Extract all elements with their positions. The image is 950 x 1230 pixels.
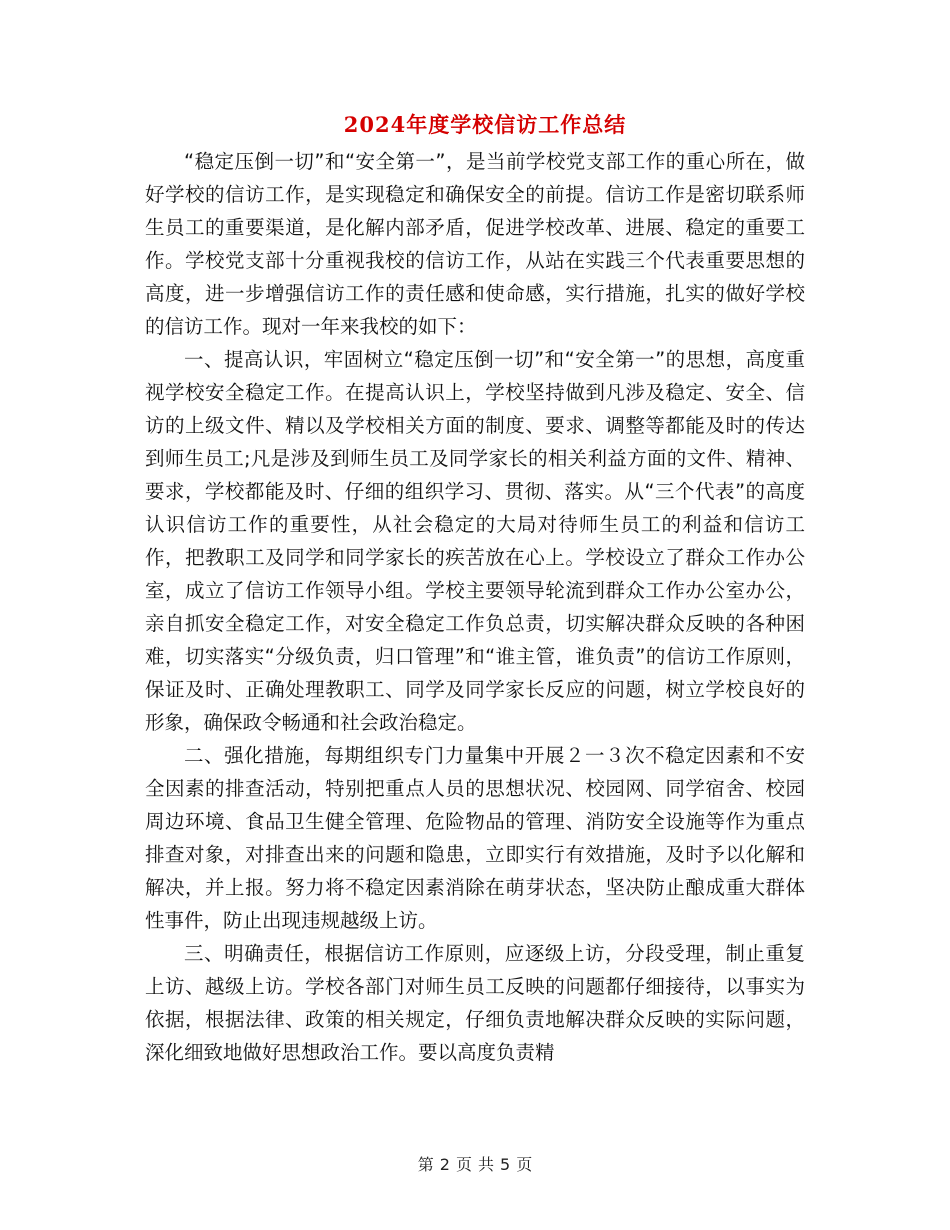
footer-page-unit: 页 (455, 1155, 472, 1174)
footer-total-unit: 页 (516, 1155, 533, 1174)
document-title: 2024年度学校信访工作总结 (343, 112, 627, 137)
footer-total-prefix: 共 (478, 1155, 495, 1174)
document-body (145, 145, 805, 1069)
page-footer (0, 1155, 950, 1175)
paragraph-section-2: 二、强化措施，每期组织专门力量集中开展２一３次不稳定因素和不安全因素的排查活动，特别把重点人员的思想状况、校园网、同学宿舍、校园周边环境、食品卫生健全管理、危险物品的管理、消防安全设施等作为重点排查对象，对排查出来的问题和隐患，立即实行有效措施，及时予以化解和解决，并上报。努力将不稳定因素消除在萌芽状态，坚决防止酿成重大群体性事件，防止出现违规越级上访。 (145, 744, 805, 932)
footer-total-pages: 5 (500, 1155, 511, 1174)
paragraph-intro: “稳定压倒一切”和“安全第一”，是当前学校党支部工作的重心所在，做好学校的信访工作，是实现稳定和确保安全的前提。信访工作是密切联系师生员工的重要渠道，是化解内部矛盾，促进学校改革、进展、稳定的重要工作。学校党支部十分重视我校的信访工作，从站在实践三个代表重要思想的高度，进一步增强信访工作的责任感和使命感，实行措施，扎实的做好学校的信访工作。现对一年来我校的如下： (145, 150, 805, 338)
footer-prefix: 第 (417, 1155, 434, 1174)
paragraph-section-1: 一、提高认识，牢固树立“稳定压倒一切”和“安全第一”的思想，高度重视学校安全稳定工作。在提高认识上，学校坚持做到凡涉及稳定、安全、信访的上级文件、精以及学校相关方面的制度、要求、调整等都能及时的传达到师生员工;凡是涉及到师生员工及同学家长的相关利益方面的文件、精神、要求，学校都能及时、仔细的组织学习、贯彻、落实。从“三个代表”的高度认识信访工作的重要性，从社会稳定的大局对待师生员工的利益和信访工作，把教职工及同学和同学家长的疾苦放在心上。学校设立了群众工作办公室，成立了信访工作领导小组。学校主要领导轮流到群众工作办公室办公，亲自抓安全稳定工作，对安全稳定工作负总责，切实解决群众反映的各种困难，切实落实“分级负责，归口管理”和“谁主管，谁负责”的信访工作原则，保证及时、正确处理教职工、同学及同学家长反应的问题，树立学校良好的形象，确保政令畅通和社会政治稳定。 (145, 348, 805, 734)
paragraph-section-3: 三、明确责任，根据信访工作原则，应逐级上访，分段受理，制止重复上访、越级上访。学校各部门对师生员工反映的问题都仔细接待，以事实为依据，根据法律、政策的相关规定，仔细负责地解决群众反映的实际问题，深化细致地做好思想政治工作。要以高度负责精 (145, 942, 805, 1064)
footer-page-number: 2 (439, 1155, 450, 1174)
